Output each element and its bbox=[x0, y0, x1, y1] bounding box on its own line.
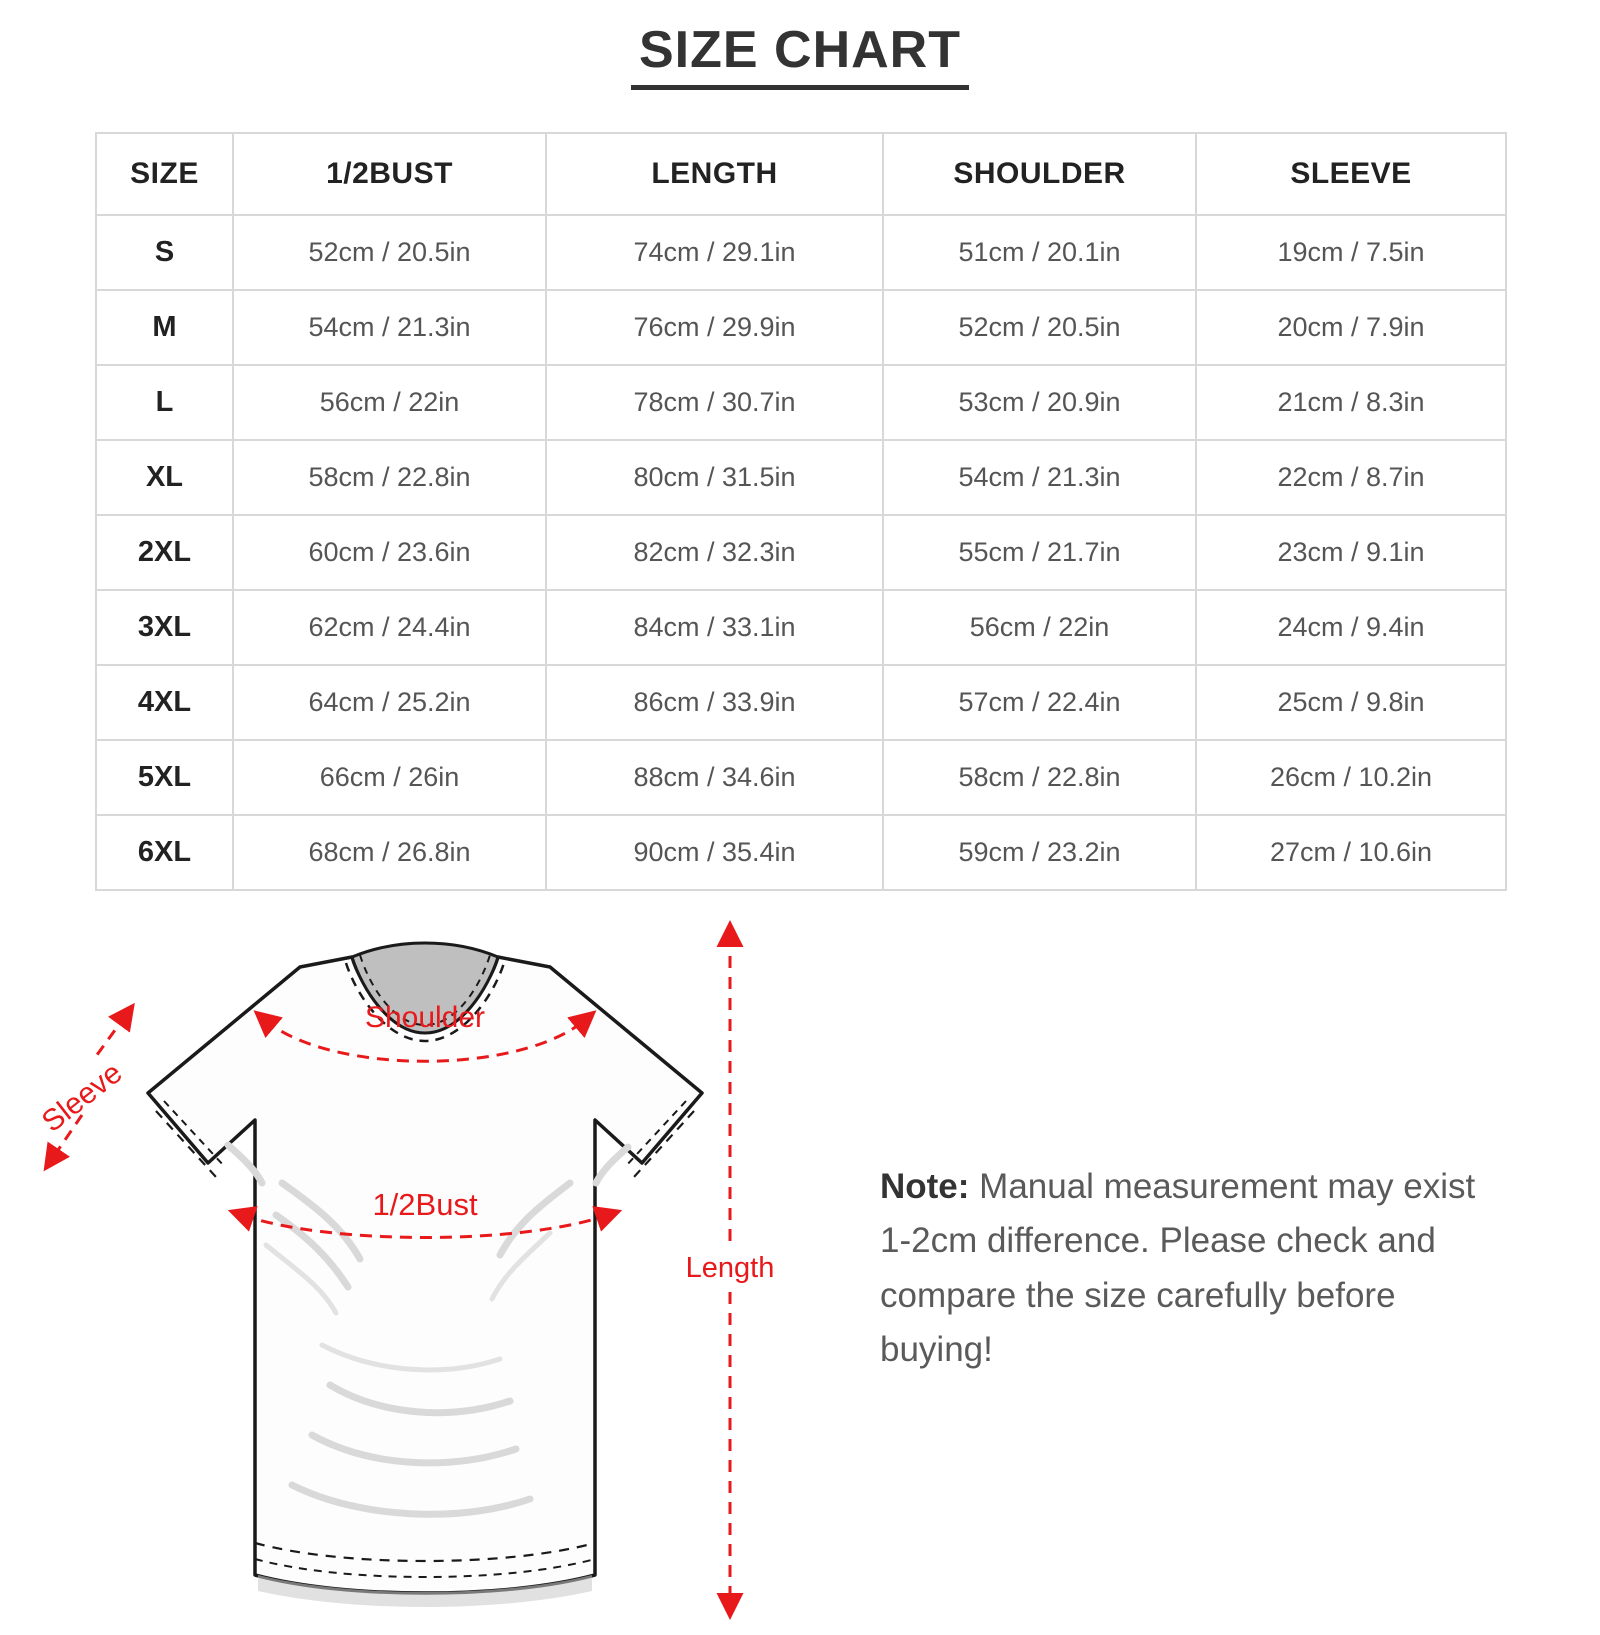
size-chart-table-container bbox=[95, 132, 1505, 891]
cell-length: 76cm / 29.9in bbox=[546, 290, 883, 365]
table-row bbox=[96, 515, 1506, 590]
cell-size: M bbox=[96, 290, 233, 365]
cell-bust: 64cm / 25.2in bbox=[233, 665, 546, 740]
cell-sleeve: 22cm / 8.7in bbox=[1196, 440, 1506, 515]
tshirt-outline bbox=[148, 943, 702, 1607]
cell-bust: 54cm / 21.3in bbox=[233, 290, 546, 365]
page-title-container bbox=[0, 0, 1600, 90]
cell-sleeve: 27cm / 10.6in bbox=[1196, 815, 1506, 890]
cell-length: 90cm / 35.4in bbox=[546, 815, 883, 890]
cell-bust: 60cm / 23.6in bbox=[233, 515, 546, 590]
cell-sleeve: 20cm / 7.9in bbox=[1196, 290, 1506, 365]
table-row bbox=[96, 290, 1506, 365]
cell-bust: 66cm / 26in bbox=[233, 740, 546, 815]
length-measure-annotation bbox=[678, 935, 782, 1605]
table-row bbox=[96, 815, 1506, 890]
cell-shoulder: 59cm / 23.2in bbox=[883, 815, 1196, 890]
column-header-shoulder: SHOULDER bbox=[883, 133, 1196, 215]
table-row bbox=[96, 215, 1506, 290]
cell-size: 6XL bbox=[96, 815, 233, 890]
table-body bbox=[96, 215, 1506, 890]
measurement-note bbox=[880, 1160, 1510, 1377]
length-label: Length bbox=[685, 1252, 775, 1285]
cell-size: 4XL bbox=[96, 665, 233, 740]
cell-shoulder: 57cm / 22.4in bbox=[883, 665, 1196, 740]
cell-bust: 56cm / 22in bbox=[233, 365, 546, 440]
cell-size: 3XL bbox=[96, 590, 233, 665]
table-row bbox=[96, 665, 1506, 740]
cell-sleeve: 24cm / 9.4in bbox=[1196, 590, 1506, 665]
cell-bust: 68cm / 26.8in bbox=[233, 815, 546, 890]
cell-length: 86cm / 33.9in bbox=[546, 665, 883, 740]
size-chart-table bbox=[95, 132, 1507, 891]
table-row bbox=[96, 365, 1506, 440]
cell-bust: 58cm / 22.8in bbox=[233, 440, 546, 515]
table-row bbox=[96, 590, 1506, 665]
sleeve-label: Sleeve bbox=[35, 1056, 129, 1139]
table-header bbox=[96, 133, 1506, 215]
cell-shoulder: 51cm / 20.1in bbox=[883, 215, 1196, 290]
cell-length: 88cm / 34.6in bbox=[546, 740, 883, 815]
column-header-size: SIZE bbox=[96, 133, 233, 215]
cell-bust: 52cm / 20.5in bbox=[233, 215, 546, 290]
cell-bust: 62cm / 24.4in bbox=[233, 590, 546, 665]
table-row bbox=[96, 740, 1506, 815]
sleeve-measure-annotation bbox=[36, 1015, 129, 1159]
column-header-length: LENGTH bbox=[546, 133, 883, 215]
cell-length: 84cm / 33.1in bbox=[546, 590, 883, 665]
cell-shoulder: 53cm / 20.9in bbox=[883, 365, 1196, 440]
note-text: Manual measurement may exist 1-2cm difference. Please check and compare the size carefully before buying! bbox=[880, 1167, 1476, 1369]
measurement-diagram-section bbox=[0, 915, 1600, 1635]
cell-shoulder: 54cm / 21.3in bbox=[883, 440, 1196, 515]
cell-sleeve: 19cm / 7.5in bbox=[1196, 215, 1506, 290]
cell-shoulder: 52cm / 20.5in bbox=[883, 290, 1196, 365]
cell-length: 74cm / 29.1in bbox=[546, 215, 883, 290]
cell-size: 2XL bbox=[96, 515, 233, 590]
tshirt-diagram bbox=[30, 915, 820, 1635]
cell-sleeve: 21cm / 8.3in bbox=[1196, 365, 1506, 440]
cell-size: 5XL bbox=[96, 740, 233, 815]
cell-sleeve: 25cm / 9.8in bbox=[1196, 665, 1506, 740]
column-header-bust: 1/2BUST bbox=[233, 133, 546, 215]
cell-shoulder: 58cm / 22.8in bbox=[883, 740, 1196, 815]
cell-length: 78cm / 30.7in bbox=[546, 365, 883, 440]
cell-sleeve: 23cm / 9.1in bbox=[1196, 515, 1506, 590]
note-prefix: Note: bbox=[880, 1167, 970, 1207]
table-row bbox=[96, 440, 1506, 515]
cell-shoulder: 56cm / 22in bbox=[883, 590, 1196, 665]
cell-length: 82cm / 32.3in bbox=[546, 515, 883, 590]
cell-size: L bbox=[96, 365, 233, 440]
cell-shoulder: 55cm / 21.7in bbox=[883, 515, 1196, 590]
table-header-row bbox=[96, 133, 1506, 215]
cell-size: XL bbox=[96, 440, 233, 515]
shoulder-label: Shoulder bbox=[364, 1001, 486, 1035]
cell-length: 80cm / 31.5in bbox=[546, 440, 883, 515]
cell-size: S bbox=[96, 215, 233, 290]
column-header-sleeve: SLEEVE bbox=[1196, 133, 1506, 215]
cell-sleeve: 26cm / 10.2in bbox=[1196, 740, 1506, 815]
page-title: SIZE CHART bbox=[631, 22, 969, 90]
bust-label: 1/2Bust bbox=[372, 1187, 478, 1223]
